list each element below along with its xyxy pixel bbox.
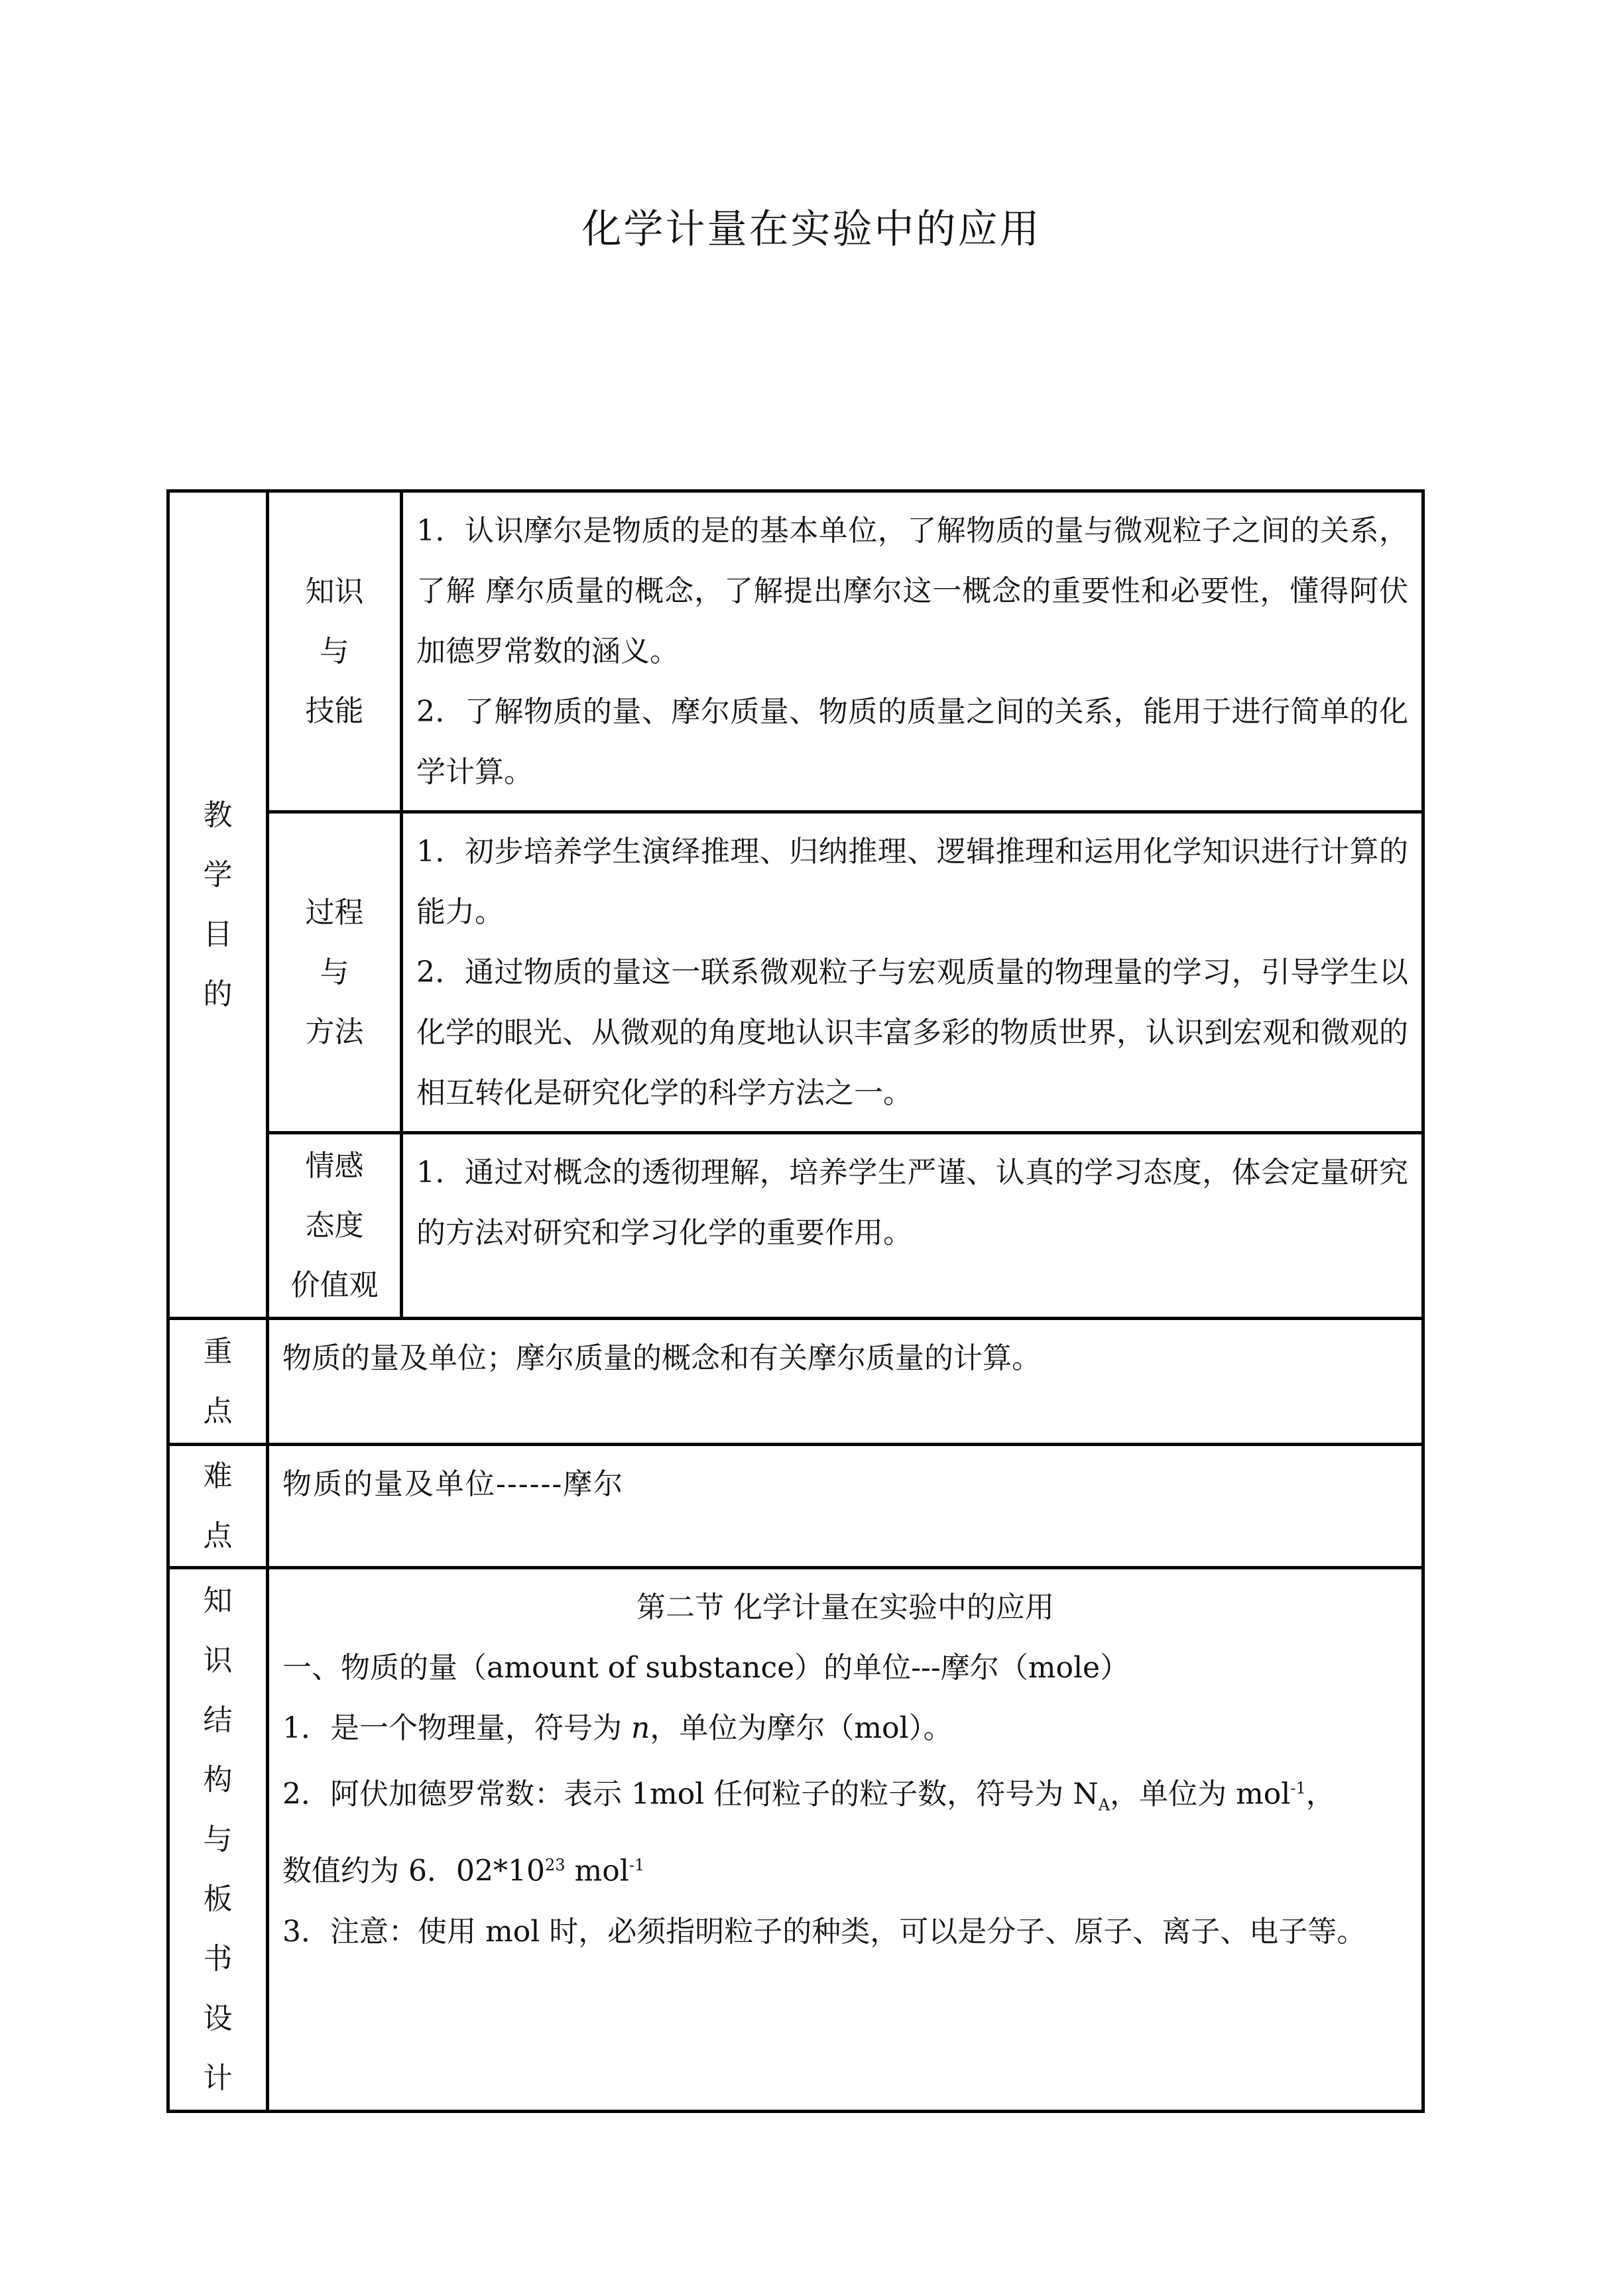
objective-knowledge-row xyxy=(168,491,1423,812)
board-line-5: 3．注意：使用 mol 时，必须指明粒子的种类，可以是分子、原子、离子、电子等。 xyxy=(282,1915,1366,1949)
difficulty-row xyxy=(168,1445,1423,1568)
attitude-item-1: 1．通过对概念的透彻理解，培养学生严谨、认真的学习态度，体会定量研究的方法对研究和学习化学的重要作用。 xyxy=(416,1156,1408,1250)
objective-attitude-row xyxy=(168,1133,1423,1319)
board-line-2: 1．是一个物理量，符号为 n，单位为摩尔（mol）。 xyxy=(282,1711,953,1745)
knowledge-item-1: 1．认识摩尔是物质的是的基本单位，了解物质的量与微观粒子之间的关系，了解 摩尔质量的概念，了解提出摩尔这一概念的重要性和必要性，懂得阿伏加德罗常数的涵义。 xyxy=(416,514,1408,668)
process-item-2: 2．通过物质的量这一联系微观粒子与宏观质量的物理量的学习，引导学生以化学的眼光、从微观的角度地认识丰富多彩的物质世界，认识到宏观和微观的相互转化是研究化学的科学方法之一。 xyxy=(416,955,1408,1110)
process-content xyxy=(402,812,1423,1133)
knowledge-content xyxy=(402,491,1423,812)
process-label: 过程 与 方法 xyxy=(268,812,402,1133)
board-design-row xyxy=(168,1568,1423,2112)
key-point-row xyxy=(168,1319,1423,1445)
objective-process-row xyxy=(168,812,1423,1133)
knowledge-label: 知识 与 技能 xyxy=(268,491,402,812)
board-design-label: 知 识 结 构 与 板 书 设 计 xyxy=(168,1568,268,2112)
key-point-content: 物质的量及单位；摩尔质量的概念和有关摩尔质量的计算。 xyxy=(268,1319,1423,1445)
page-title: 化学计量在实验中的应用 xyxy=(581,206,1042,253)
process-item-1: 1．初步培养学生演绎推理、归纳推理、逻辑推理和运用化学知识进行计算的能力。 xyxy=(416,835,1408,929)
attitude-label: 情感 态度 价值观 xyxy=(268,1133,402,1319)
knowledge-item-2: 2．了解物质的量、摩尔质量、物质的质量之间的关系，能用于进行简单的化学计算。 xyxy=(416,695,1408,789)
board-design-content xyxy=(268,1568,1423,2112)
symbol-n: n xyxy=(631,1711,650,1745)
attitude-content xyxy=(402,1133,1423,1319)
board-line-3: 2．阿伏加德罗常数：表示 1mol 任何粒子的粒子数，符号为 $N_A$，单位为 mol$^{-1}$， xyxy=(282,1777,1335,1815)
board-line-4: 数值约为 6．$02*10^{23}$ mol$^{-1}$ xyxy=(282,1854,645,1889)
difficulty-label: 难 点 xyxy=(168,1445,268,1568)
board-line-1: 一、物质的量（amount of substance）的单位---摩尔（mole） xyxy=(282,1651,1130,1685)
board-heading: 第二节 化学计量在实验中的应用 xyxy=(636,1591,1054,1624)
objectives-label: 教 学 目 的 xyxy=(168,491,268,1319)
lesson-plan-table xyxy=(166,489,1425,2113)
key-point-label: 重 点 xyxy=(168,1319,268,1445)
difficulty-content: 物质的量及单位------摩尔 xyxy=(268,1445,1423,1568)
